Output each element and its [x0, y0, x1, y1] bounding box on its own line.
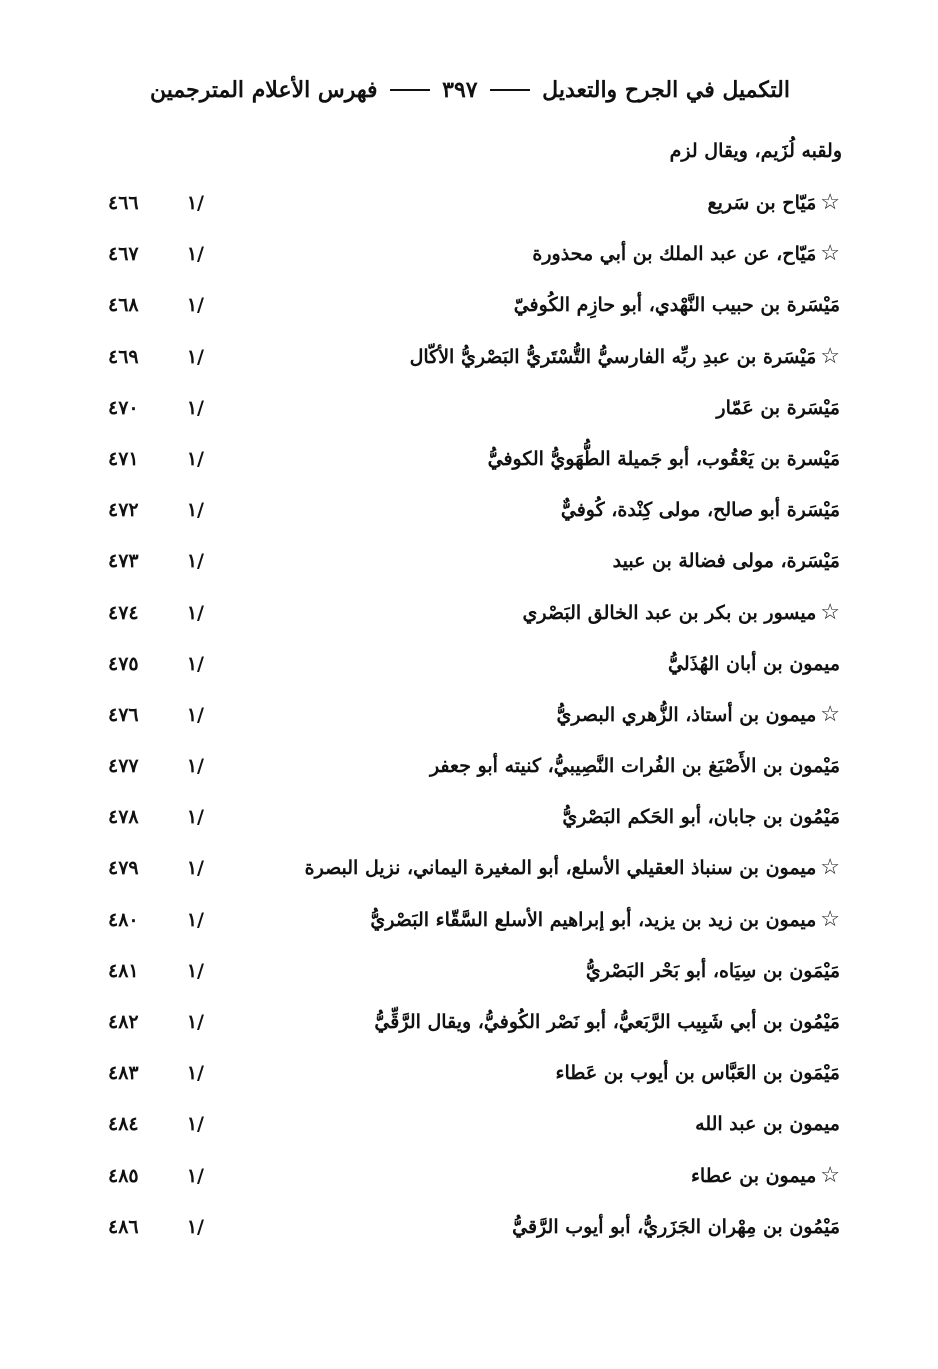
entry-volume: ١/ — [186, 959, 204, 982]
entry-reference — [108, 448, 204, 470]
entry-reference — [108, 1062, 204, 1084]
entry-name-text: مَيْمُون بن مِهْران الجَزَريُّ، أبو أيوب الرَّقيُّ — [512, 1215, 840, 1238]
entry-name — [430, 755, 840, 777]
index-entry — [0, 594, 938, 645]
intro-line: ولقبه لُزَيم، ويقال لزم — [669, 140, 842, 162]
index-entry — [0, 184, 938, 235]
entry-name-text: مَيْسَرة بن عَمّار — [716, 396, 840, 419]
entry-name — [374, 1011, 840, 1033]
entry-reference — [108, 346, 204, 368]
entry-number: ٤٧٧ — [108, 755, 139, 778]
entry-number: ٤٦٩ — [108, 345, 139, 368]
entry-number: ٤٧٢ — [108, 499, 139, 522]
entry-reference — [108, 755, 204, 777]
index-entry — [0, 286, 938, 337]
entry-name-text: ميمون بن سنباذ العقيلي الأسلع، أبو المغيرة اليماني، نزيل البصرة — [304, 857, 817, 880]
entry-name — [305, 857, 840, 879]
entry-volume: ١/ — [186, 755, 204, 778]
index-entry — [0, 901, 938, 952]
entry-number: ٤٨٠ — [108, 908, 139, 931]
entry-name-text: ميمون بن عطاء — [690, 1164, 817, 1187]
entry-reference — [108, 704, 204, 726]
entry-name — [695, 1113, 840, 1135]
index-entry — [0, 1003, 938, 1054]
index-entry — [0, 491, 938, 542]
entry-volume: ١/ — [186, 1164, 204, 1187]
entry-reference — [108, 294, 204, 316]
entry-name-text: مَيّاح، عن عبد الملك بن أبي محذورة — [532, 243, 817, 266]
entry-number: ٤٧٠ — [108, 396, 139, 419]
star-icon: ☆ — [820, 855, 840, 881]
entry-name — [690, 1162, 840, 1188]
entry-number: ٤٨١ — [108, 959, 139, 982]
index-title: فهرس الأعلام المترجمين — [150, 77, 378, 103]
entry-volume: ١/ — [186, 345, 204, 368]
entry-volume: ١/ — [186, 601, 204, 624]
entry-reference — [108, 1011, 204, 1033]
entry-name — [532, 243, 840, 265]
entry-volume: ١/ — [186, 652, 204, 675]
entry-number: ٤٧٤ — [108, 601, 139, 624]
entry-name — [522, 599, 840, 625]
star-icon: ☆ — [820, 190, 840, 215]
index-entry — [0, 338, 938, 389]
entry-name-text: مَيْمَون بن العَبَّاس بن أيوب بن عَطاء — [555, 1062, 840, 1085]
entry-reference — [108, 1165, 204, 1187]
entry-volume: ١/ — [186, 1215, 204, 1238]
header-dash-left — [390, 89, 431, 91]
star-icon: ☆ — [820, 241, 840, 267]
entry-number: ٤٦٧ — [108, 243, 139, 266]
entry-name-text: ميمون بن أستاذ، الزُّهري البصريُّ — [556, 703, 817, 726]
entry-number: ٤٧٥ — [108, 652, 139, 675]
entry-reference — [108, 397, 204, 419]
index-entry — [0, 952, 938, 1003]
entry-name — [556, 701, 840, 727]
entry-number: ٤٦٨ — [108, 294, 139, 317]
entry-name — [512, 1216, 840, 1238]
entry-name-text: ميمون بن عبد الله — [695, 1113, 840, 1136]
entry-name — [668, 653, 840, 675]
entry-name-text: مَيْسَرة بن حبيب النَّهْدي، أبو حازِم الكُوفيّ — [513, 294, 840, 317]
entry-name-text: مَيْمَون بن سِيَاه، أبو بَحْر البَصْريُّ — [585, 959, 840, 982]
entry-name — [716, 397, 840, 419]
header-dash-right — [490, 89, 531, 91]
page-number: ٣٩٧ — [442, 77, 478, 103]
entry-name — [613, 550, 840, 572]
entry-name-text: مَيْسَرة بن عبدِ ربِّه الفارسيُّ التُّسْتَريُّ البَصْريُّ الأكّال — [409, 345, 817, 368]
star-icon: ☆ — [820, 343, 840, 369]
index-entry — [0, 798, 938, 849]
entry-name-text: مَيْسَرة أبو صالح، مولى كِنْدة، كُوفيٌّ — [560, 499, 840, 522]
entry-volume: ١/ — [186, 294, 204, 317]
book-title: التكميل في الجرح والتعديل — [542, 77, 790, 103]
entry-name — [370, 906, 840, 932]
entry-reference — [108, 1216, 204, 1238]
index-entry — [0, 849, 938, 900]
entry-volume: ١/ — [186, 806, 204, 829]
star-icon: ☆ — [820, 599, 840, 625]
entry-name — [488, 448, 840, 470]
entry-name-text: مَيْسَرة، مولى فضالة بن عبيد — [612, 550, 840, 573]
entry-reference — [108, 806, 204, 828]
entry-volume: ١/ — [186, 1011, 204, 1033]
entry-name-text: مَيْمُون بن أبي شَبِيب الرَّبَعيُّ، أبو نَصْر الكُوفيُّ، ويقال الرَّقِّيُّ — [374, 1011, 840, 1033]
entry-reference — [108, 1113, 204, 1135]
entry-reference — [108, 909, 204, 931]
entry-volume: ١/ — [186, 447, 204, 470]
entry-number: ٤٧٨ — [108, 806, 139, 829]
entry-reference — [108, 857, 204, 879]
entry-volume: ١/ — [186, 908, 204, 931]
index-entry — [0, 440, 938, 491]
entry-name — [562, 806, 840, 828]
entry-reference — [108, 499, 204, 521]
index-entry — [0, 389, 938, 440]
entry-volume: ١/ — [186, 192, 204, 214]
entry-volume: ١/ — [186, 857, 204, 880]
entry-number: ٤٧١ — [108, 447, 139, 470]
entry-name — [561, 499, 840, 521]
index-entry — [0, 1208, 938, 1259]
entry-volume: ١/ — [186, 396, 204, 419]
entry-volume: ١/ — [186, 703, 204, 726]
index-entry — [0, 1157, 938, 1208]
star-icon: ☆ — [820, 1162, 840, 1188]
index-entry — [0, 696, 938, 747]
entry-reference — [108, 602, 204, 624]
index-entry — [0, 542, 938, 593]
entry-name — [514, 294, 840, 316]
entry-name — [586, 960, 840, 982]
entry-name-text: ميمون بن زيد بن يزيد، أبو إبراهيم الأسلع السَّقّاء البَصْريُّ — [370, 908, 817, 931]
entry-name-text: مَيْمُون بن جابان، أبو الحَكم البَصْريُّ — [562, 806, 840, 829]
entry-name-text: مَيْسرة بن يَعْقُوب، أبو جَميلة الطُّهَويُّ الكوفيُّ — [487, 447, 840, 470]
star-icon: ☆ — [820, 701, 840, 727]
entry-volume: ١/ — [186, 550, 204, 573]
entry-number: ٤٧٩ — [108, 857, 139, 880]
entry-name-text: ميمون بن أبان الهُذَليُّ — [668, 652, 840, 675]
entry-number: ٤٨٤ — [108, 1113, 139, 1136]
entry-number: ٤٧٦ — [108, 703, 139, 726]
index-entry — [0, 747, 938, 798]
entry-volume: ١/ — [186, 499, 204, 522]
entry-number: ٤٧٣ — [108, 550, 139, 573]
entry-number: ٤٨٦ — [108, 1215, 139, 1238]
entry-reference — [108, 243, 204, 265]
index-entry — [0, 1054, 938, 1105]
entry-number: ٤٨٥ — [108, 1164, 139, 1187]
index-entry — [0, 1105, 938, 1156]
star-icon: ☆ — [820, 906, 840, 932]
entry-reference — [108, 653, 204, 675]
index-entry — [0, 645, 938, 696]
entry-number: ٤٦٦ — [108, 192, 139, 214]
entry-reference — [108, 960, 204, 982]
entry-name — [556, 1062, 840, 1084]
entry-name-text: مَيّاح بن سَريع — [707, 192, 817, 214]
index-entry — [0, 235, 938, 286]
index-entries — [0, 184, 938, 1259]
page-header — [150, 70, 790, 110]
entry-volume: ١/ — [186, 243, 204, 266]
entry-reference — [108, 550, 204, 572]
entry-volume: ١/ — [186, 1113, 204, 1136]
entry-volume: ١/ — [186, 1062, 204, 1085]
entry-name — [409, 343, 840, 369]
entry-name — [708, 192, 840, 214]
entry-name-text: ميسور بن بكر بن عبد الخالق البَصْري — [522, 601, 817, 624]
entry-reference — [108, 192, 204, 214]
entry-number: ٤٨٢ — [108, 1011, 139, 1033]
entry-name-text: مَيْمون بن الأَصْبَغ بن الفُرات النَّصِيبيُّ، كنيته أبو جعفر — [429, 755, 840, 778]
entry-number: ٤٨٣ — [108, 1062, 139, 1085]
